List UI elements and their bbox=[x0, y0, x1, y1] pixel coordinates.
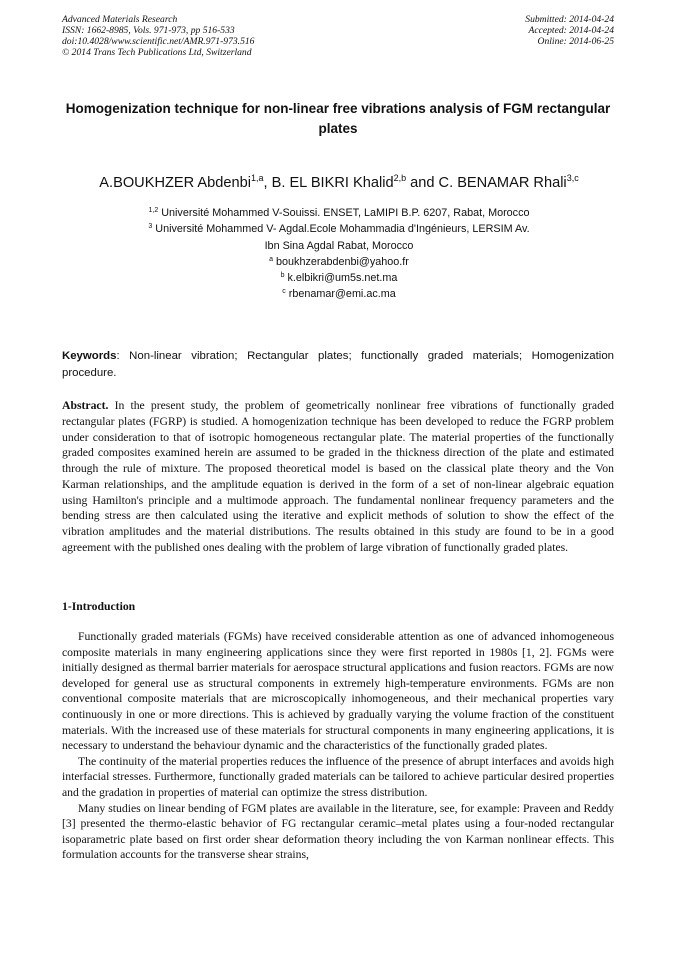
keywords-block bbox=[62, 348, 614, 382]
section-heading: 1-Introduction bbox=[62, 600, 136, 613]
doi-line[interactable]: doi:10.4028/www.scientific.net/AMR.971-973.516 bbox=[62, 36, 255, 47]
abstract-text: In the present study, the problem of geometrically nonlinear free vibrations of functionally graded rectangular plates (FGRP) is studied. A homogenization technique has been developed to reduce the FGRP problem under consideration to that of isotropic homogeneous rectangular plate. The material properties of the functionally graded composites examined herein are assumed to be graded in the thickness direction of the plate and estimated through the rule of mixture. The proposed theoretical model is based on the classical plate theory and the Von Karman relationships, and the amplitude equation is derived in the form of a set of non-linear algebraic equation using Hamilton's principle and a multimode approach. The fundamental nonlinear frequency parameters and the bending stress are then calculated using the iterative and explicit methods of solution to show the effect of the vibration amplitudes and the material distributions. The results obtained in this study are found to be in a good agreement with the published ones dealing with the problem of large vibration of functionally graded plates. bbox=[62, 399, 614, 554]
paragraph: The continuity of the material properties reduces the influence of the presence of abrupt interfaces and avoids high interfacial stresses. Furthermore, functionally graded materials can be tailored to achieve particular desired properties and the gradation in properties of material can optimize the stress distribution. bbox=[62, 754, 614, 799]
email-c bbox=[0, 286, 678, 302]
email-b bbox=[0, 270, 678, 286]
affiliation-1-sup: 1,2 bbox=[148, 207, 159, 214]
affiliation-1 bbox=[0, 205, 678, 221]
paragraph: Many studies on linear bending of FGM plates are available in the literature, see, for example: Praveen and Reddy [3] presented the thermo-elastic behavior of FG rectangular ceramic–metal plates using a four-noded rectangular isoparametric plate based on first order shear deformation theory including the von Karman nonlinear effects. This formulation accounts for the transverse shear strains, bbox=[62, 801, 614, 862]
email-c-sup: c bbox=[282, 288, 286, 296]
affiliations bbox=[0, 205, 678, 303]
introduction-body bbox=[62, 629, 614, 863]
email-b-link[interactable]: k.elbikri@um5s.net.ma bbox=[284, 272, 398, 285]
abstract-block bbox=[62, 398, 614, 556]
issn-line: ISSN: 1662-8985, Vols. 971-973, pp 516-533 bbox=[62, 25, 235, 36]
email-a-sup: a bbox=[269, 255, 274, 263]
abstract-label: Abstract. bbox=[62, 399, 109, 412]
keywords-text: : Non-linear vibration; Rectangular plates; functionally graded materials; Homogenization procedure. bbox=[62, 350, 614, 379]
journal-name: Advanced Materials Research bbox=[62, 14, 178, 25]
submitted-date: Submitted: 2014-04-24 bbox=[525, 14, 614, 25]
email-a-link[interactable]: boukhzerabdenbi@yahoo.fr bbox=[273, 255, 409, 268]
author-1-sup: 1,a bbox=[250, 173, 264, 183]
author-2: B. EL BIKRI Khalid bbox=[271, 175, 394, 191]
author-separator: and bbox=[406, 175, 439, 191]
author-3: C. BENAMAR Rhali bbox=[438, 175, 567, 191]
affiliation-2-continued: Ibn Sina Agdal Rabat, Morocco bbox=[264, 239, 414, 252]
author-2-sup: 2,b bbox=[393, 173, 407, 183]
journal-info bbox=[62, 14, 254, 58]
accepted-date: Accepted: 2014-04-24 bbox=[528, 25, 614, 36]
paper-title: Homogenization technique for non-linear free vibrations analysis of FGM rectangular plates bbox=[65, 101, 611, 136]
email-a bbox=[0, 254, 678, 270]
author-3-sup: 3,c bbox=[566, 173, 579, 183]
online-date: Online: 2014-06-25 bbox=[537, 36, 614, 47]
copyright-line: © 2014 Trans Tech Publications Ltd, Switzerland bbox=[62, 47, 252, 58]
email-b-sup: b bbox=[280, 272, 285, 280]
affiliation-2-sup: 3 bbox=[148, 223, 153, 231]
keywords-label: Keywords bbox=[62, 350, 117, 362]
affiliation-2-text: Université Mohammed V- Agdal.Ecole Mohammadia d'Ingénieurs, LERSIM Av. bbox=[152, 223, 530, 236]
paragraph: Functionally graded materials (FGMs) have received considerable attention as one of advanced inhomogeneous composite materials in many engineering applications since they were first reported in 1980s [1, 2]. FGMs were initially designed as thermal barrier materials for aerospace structural applications and fusion reactors. FGMs are now developed for general use as structural components in extremely high-temperature environments. FGMs are non conventional composite materials that are microscopically inhomogeneous, and their mechanical properties vary continuously in one or more directions. This is achieved by gradually varying the volume fraction of the constituent materials. With the increased use of these materials for structural components in many engineering applications, it is necessary to understand the behaviour dynamic and the characteristics of the functionally graded plates. bbox=[62, 630, 614, 753]
affiliation-1-text: Université Mohammed V-Souissi. ENSET, LaMIPI B.P. 6207, Rabat, Morocco bbox=[158, 207, 530, 219]
email-c-link[interactable]: rbenamar@emi.ac.ma bbox=[285, 288, 396, 301]
author-1: A.BOUKHZER Abdenbi bbox=[99, 175, 251, 191]
affiliation-2 bbox=[0, 221, 678, 237]
author-list bbox=[0, 174, 678, 192]
publication-dates bbox=[525, 14, 614, 47]
author-separator: , bbox=[263, 175, 272, 191]
